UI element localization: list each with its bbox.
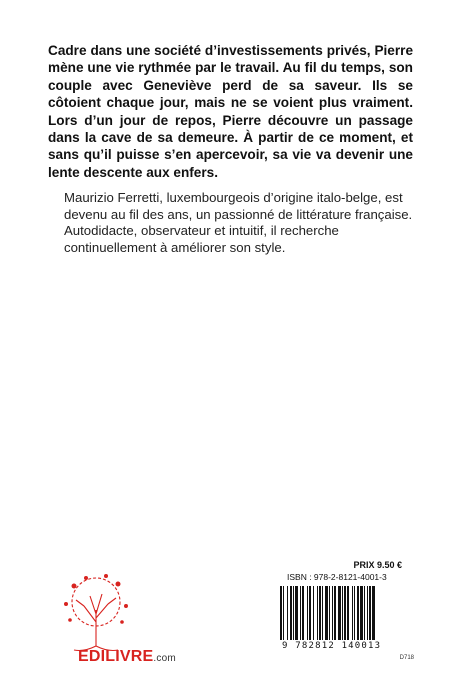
barcode-bar bbox=[338, 586, 341, 640]
barcode-bar bbox=[317, 586, 318, 640]
barcode-bar bbox=[344, 586, 346, 640]
barcode-bar bbox=[293, 586, 294, 640]
publisher-suffix: .com bbox=[153, 653, 176, 664]
barcode-bar bbox=[309, 586, 311, 640]
barcode-bar bbox=[302, 586, 304, 640]
publisher-name bbox=[78, 648, 176, 666]
barcode-bar bbox=[342, 586, 343, 640]
barcode-bar bbox=[290, 586, 292, 640]
barcode-bar bbox=[300, 586, 301, 640]
barcode-bar bbox=[372, 586, 375, 640]
barcode-bar bbox=[307, 586, 308, 640]
author-bio-paragraph-1: Maurizio Ferretti, luxembourgeois d’origine italo-belge, est devenu au fil des ans, un passionné de littérature française. bbox=[64, 190, 413, 222]
barcode-bar bbox=[367, 586, 368, 640]
barcode-bar bbox=[280, 586, 282, 640]
barcode-bar bbox=[360, 586, 363, 640]
author-bio bbox=[64, 190, 414, 256]
barcode-bar bbox=[283, 586, 284, 640]
barcode-bar bbox=[354, 586, 355, 640]
barcode-bar bbox=[322, 586, 323, 640]
barcode-bar bbox=[313, 586, 314, 640]
isbn-label: ISBN : 978-2-8121-4001-3 bbox=[287, 572, 387, 582]
barcode-bar bbox=[325, 586, 328, 640]
barcode-number: 9 782812 140013 bbox=[282, 641, 382, 651]
barcode-bar bbox=[332, 586, 333, 640]
barcode-bar bbox=[287, 586, 288, 640]
barcode-bar bbox=[334, 586, 336, 640]
barcode-bar bbox=[329, 586, 330, 640]
price-label: PRIX 9.50 € bbox=[353, 560, 402, 570]
barcode-bar bbox=[369, 586, 371, 640]
author-bio-paragraph-2: Autodidacte, observateur et intuitif, il recherche continuellement à améliorer son style. bbox=[64, 223, 339, 255]
barcode-bar bbox=[347, 586, 349, 640]
barcode bbox=[276, 586, 414, 640]
publisher-name-text: EDILIVRE bbox=[78, 648, 154, 665]
barcode-bar bbox=[364, 586, 365, 640]
barcode-bar bbox=[295, 586, 298, 640]
barcode-bar bbox=[319, 586, 321, 640]
barcode-bar bbox=[357, 586, 359, 640]
edition-code: D718 bbox=[399, 655, 414, 661]
back-cover-blurb: Cadre dans une société d’investissements privés, Pierre mène une vie rythmée par le travail. Au fil du temps, son couple avec Geneviève perd de sa saveur. Ils se côtoient chaque jour, mais ne se voient plus vraiment. Lors d’un jour de repos, Pierre découvre un passage dans la cave de sa demeure. À partir de ce moment, et sans qu’il puisse s’en apercevoir, sa vie va devenir une lente descente aux enfers. bbox=[48, 43, 413, 180]
barcode-bar bbox=[352, 586, 353, 640]
